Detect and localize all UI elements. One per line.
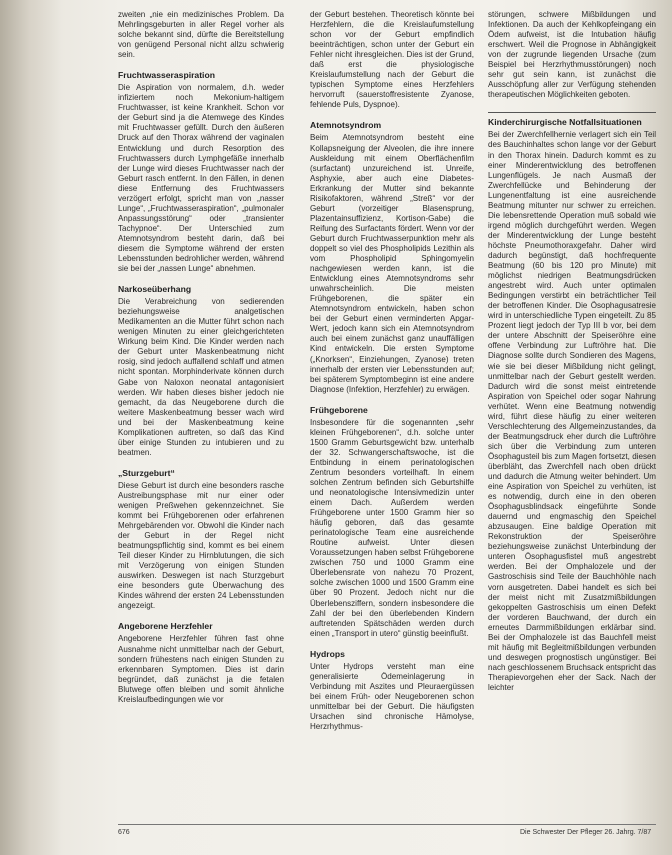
- section-heading: Hydrops: [310, 648, 345, 659]
- paragraph: Bei der Zwerchfellhernie verlagert sich ein Teil des Bauchinhaltes schon lange vor der Geburt in den Thorax hinein. Dadurch kommt es zu einer Minderentwicklung des betroffenen Lungenflügels. Je nach Ausmaß der Zwerchfellücke und Behinderung der Lungenentfaltung ist eine ausreichende Beatmung mitunter nur schwer zu erreichen. Die lebensrettende Operation muß sobald wie irgend möglich durchgeführt werden. Wegen der Minderentwicklung der Lunge besteht höchste Pneumothoraxgefahr. Daher wird dadurch begünstigt, daß hochfrequente Beatmung (60 bis 120 pro Minute) mit möglichst niedrigen Beatmungsdrücken angestrebt wird. Auch unter optimalen Bedingungen verstirbt ein beträchtlicher Teil der betroffenen Kinder. Die Ösophagusatresie wird in unterschiedliche Typen eingeteilt. Zu 85 Prozent liegt jedoch der Typ III b vor, bei dem der untere Abschnitt der Speiseröhre eine offene Verbindung zur Luftröhre hat. Die Diagnose sollte durch Sondieren des Magens, wie sie bei dieser Mißbildung nicht gelingt, unmittelbar nach der Geburt gestellt werden. Dadurch wird die sonst meist eintretende Aspiration von Speichel oder sogar Nahrung verhütet. Wenn eine Beatmung notwendig wird, führt diese häufig zu einer weiteren Verschlechterung des Allgemeinzustandes, da der Beatmungsdruck eher durch die Luftröhre sich über die Verbindung zum unteren Ösophagusteil bis zum Magen fortsetzt, diesen überbläht, das Zwerchfell nach oben drückt und dadurch die Atmung weiter behindert. Um eine Aspiration von Speichel zu verhüten, ist es notwendig, durch eine in den oberen Ösophagusblindsack eingeführte Sonde dauernd und engmaschig den Speichel abzusaugen. Eine baldige Operation mit Rekonstruktion der Speiseröhre beziehungsweise zunächst Unterbindung der unteren Ösophagusfistel muß angestrebt werden. Bei der Omphalozele und der Gastroschisis sind Teile der Bauchhöhle nach vorn ausgetreten. Dabei handelt es sich bei der meist nicht mit Zusatzmißbildungen gekoppelten Gastroschisis um einen Defekt der vorderen Bauchwand, der durch ein erneutes Darmmißbildungen erklärbar sind. Bei der Omphalozele ist das Bauchfell meist mit häufig mit Begleitmißbildungen verbunden und deswegen prognostisch ungünstiger. Bei nach geschlossenem Bruchsack entspricht das Therapievorgehen eher der Sack. Nach der leichter: [488, 130, 656, 692]
- paragraph: Die Aspiration von normalem, d.h. weder infiziertem noch Mekonium-haltigem Fruchtwasser, ist keine Krankheit. Schon vor der Geburt sind ja die Atemwege des Kindes mit Fruchtwasser gefüllt. Durch den äußeren Druck auf den Thorax während der vaginalen Entwicklung und durch Resorption des Fruchtwassers durch Lymphgefäße innerhalb der Lunge wird dieses Fruchtwasser nach der Geburt rasch entfernt. In den Fällen, in denen diese Entfernung des Fruchtwassers verzögert erfolgt, spricht man von „nasser Lunge“, „Fruchtwasseraspiration“, „pulmonaler Anpassungsstörung“ oder „transienter Tachypnoe“. Der Unterschied zum Atemnotsyndrom besteht darin, daß bei diesem die Symptome während der ersten Lebensstunden bedrohlicher werden, während sie bei der „nassen Lunge“ abnehmen.: [118, 83, 284, 274]
- paragraph: störungen, schwere Mißbildungen und Infektionen. Da auch der Kehlkopfeingang ein Ödem aufweist, ist die Intubation häufig erschwert. Weil die Prognose in Abhängigkeit von der zugrunde liegenden Ursache (zum Beispiel bei Herzrhythmusstörungen) noch sehr gut sein kann, ist zunächst die Ausschöpfung aller zur Verfügung stehenden therapeutischen Möglichkeiten geboten.: [488, 10, 656, 100]
- paragraph: Insbesondere für die sogenannten „sehr kleinen Frühgeborenen“, d.h. solche unter 1500 Gramm Geburtsgewicht bzw. unterhalb der 32. Schwangerschaftswoche, ist die Entbindung in einem perinatologischen Zentrum besonders vorteilhaft. In einem solchen Zentrum befinden sich Geburtshilfe und neonatologische Intensivmedizin unter einem Dach. Außerdem werden Frühgeborene unter 1500 Gramm hier so häufig geboren, daß das gesamte perinatologische Team eine ausreichende Routine aufweist. Unter diesen Voraussetzungen haben selbst Frühgeborene zwischen 750 und 1000 Gramm eine Überlebensrate von nahezu 70 Prozent, solche zwischen 1000 und 1500 Gramm eine über 90 Prozent. Jedoch nicht nur die Überlebensziffern, sondern insbesondere die Zahl der bei den überlebenden Kindern auftretenden Spätschäden werden durch einen „Transport in utero“ günstig beeinflußt.: [310, 417, 474, 638]
- section-heading: Narkoseüberhang: [118, 284, 192, 295]
- paragraph: Beim Atemnotsyndrom besteht eine Kollapsneigung der Alveolen, die ihre innere Auskleidung mit einem Oberflächenfilm (surfactant) unzureichend ist. Unreife, Asphyxie, aber auch eine Diabetes-Erkrankung der Mutter sind bekannte Risikofaktoren, während „Streß“ vor der Geburt (vorzeitiger Blasensprung, Plazentainsuffizienz, Kortison-Gabe) die Reifung des Surfactants fördert. Wenn vor der Geburt durch Fruchtwasserpunktion mehr als doppelt so viel des Phospholipids Lezithin als vom Phospholipid Sphingomyelin nachgewiesen werden kann, ist die Entwicklung eines Atemnotsyndroms sehr unwahrscheinlich. Die meisten Frühgeborenen, die später ein Atemnotsyndrom entwickeln, haben schon bei der Geburt einen verminderten Apgar-Wert, jedoch kann sich ein Atemnotsyndrom auch bei einem zunächst ganz unauffälligen Kind entwickeln. Die ersten Symptome („Knorksen“, Einziehungen, Zyanose) treten innerhalb der ersten vier Lebensstunden auf; bei späterem Symptombeginn ist eine andere Diagnose (Infektion, Herzfehler) zu erwägen.: [310, 133, 474, 394]
- text-column-left: [118, 10, 284, 822]
- paragraph: Die Verabreichung von sedierenden beziehungsweise analgetischen Medikamenten an die Mutter führt schon nach wenigen Minuten zu einer gleichgerichteten Wirkung beim Kind. Die Kinder werden nach der Geburt unter Maskenbeatmung nicht rosig, sind jedoch auffallend schlaff und atmen nicht spontan. Morphinderivate können durch Gabe von Naloxon neonatal antagonisiert werden. Wir haben dieses bisher jedoch nie gemacht, da das Neugeborene durch die weitere Maskenbeatmung besser wach wird und bei der Maskenbeatmung keine Komplikationen auftreten, so daß das Kind über einige Stunden zu intubieren und zu beatmen.: [118, 297, 284, 457]
- section-heading: Frühgeborene: [310, 404, 368, 415]
- section-heading: Fruchtwasseraspiration: [118, 70, 215, 81]
- paragraph: Diese Geburt ist durch eine besonders rasche Austreibungsphase mit nur einer oder wenigen Preßwehen gekennzeichnet. Sie kommt bei Frühgeborenen oder erfahrenen Mehrgebärenden vor. Obwohl die Kinder nach der Geburt in der Regel nicht beatmungspflichtig sind, kommt es bei einem Teil dieser Kinder zu Hirnblutungen, die sich mit Verzögerung von einigen Stunden auswirken. Deswegen ist nach Sturzgeburt eine besonders gute Überwachung des Kindes während der ersten 24 Lebensstunden angezeigt.: [118, 480, 284, 611]
- text-column-right: [488, 10, 656, 822]
- text-column-middle: [310, 10, 474, 822]
- page-fold-shadow: [0, 0, 62, 855]
- section-heading: „Sturzgeburt“: [118, 467, 175, 478]
- section-heading: Angeborene Herzfehler: [118, 621, 213, 632]
- footer-rule: [118, 824, 656, 825]
- paragraph: zweiten „nie ein medizinisches Problem. Da Mehrlingsgeburten in aller Regel vorher als solche bekannt sind, dürfte die Bereitstellung von genügend Personal nicht allzu schwierig sein.: [118, 10, 284, 60]
- page-number: 676: [118, 829, 130, 836]
- paragraph: der Geburt bestehen. Theoretisch könnte bei Herzfehlern, die die Kreislaufumstellung schon vor der Geburt empfindlich beeinträchtigen, schon unter der Geburt ein Fehler nicht ihresgleichen. Dies ist der Grund, daß erst die physiologische Kreislaufumstellung nach der Geburt die typischen Symptome eines Herzfehlers hervorruft (sauerstoffresistente Zyanose, fehlende Puls, Dyspnoe).: [310, 10, 474, 110]
- section-heading: Kinderchirurgische Notfallsituationen: [488, 112, 656, 127]
- journal-source: Die Schwester Der Pfleger 26. Jahrg. 7/87: [520, 829, 652, 836]
- paragraph: Angeborene Herzfehler führen fast ohne Ausnahme nicht unmittelbar nach der Geburt, sondern frühestens nach einigen Stunden zu erkennbaren Symptomen. Dies ist darin begründet, daß zunächst ja die fetalen Blutwege offen bleiben und somit ähnliche Kreislaufbedingungen wie vor: [118, 634, 284, 704]
- paragraph: Unter Hydrops versteht man eine generalisierte Ödemeinlagerung in Verbindung mit Aszites und Pleuraergüssen bei einem Früh- oder Neugeborenen schon unmittelbar bei der Geburt. Die häufigsten Ursachen sind chronische Hämolyse, Herzrhythmus-: [310, 661, 474, 731]
- section-heading: Atemnotsyndrom: [310, 120, 382, 131]
